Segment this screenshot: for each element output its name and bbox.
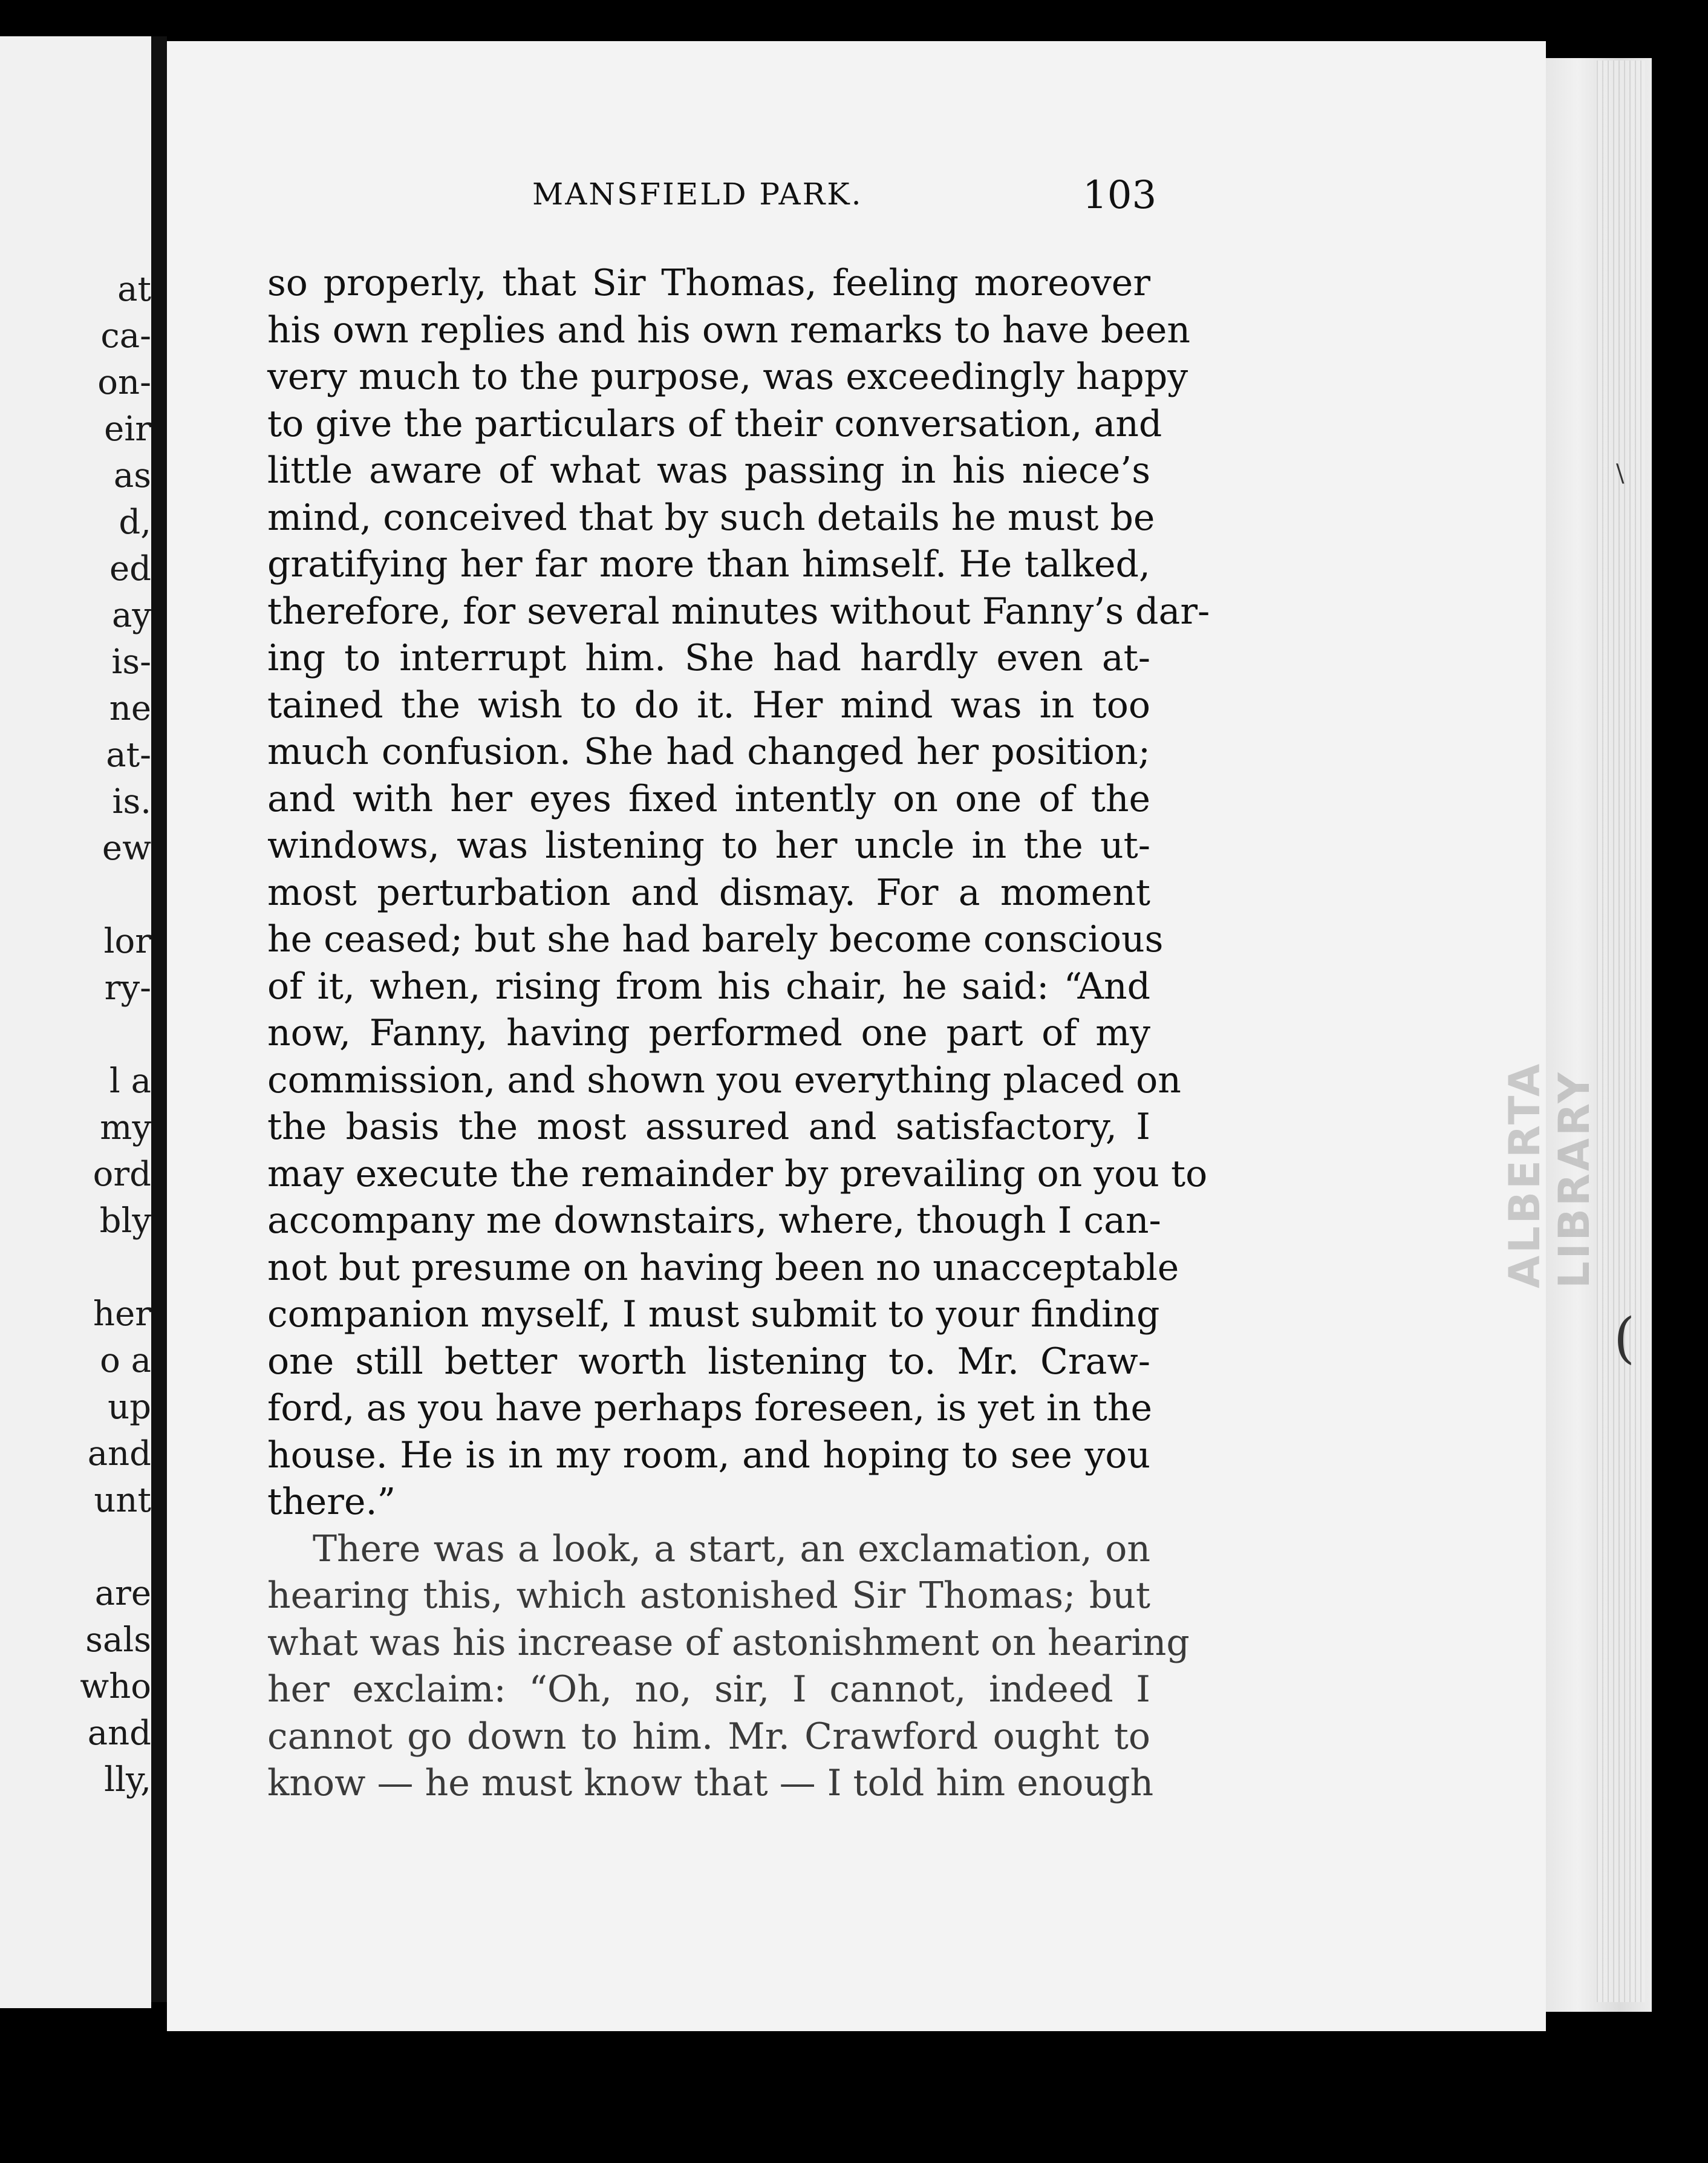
left-fragment: eir	[104, 409, 151, 449]
left-page-fragments	[80, 266, 151, 1803]
text-line: of it, when, rising from his chair, he said: “And	[267, 965, 1150, 1008]
left-fragment: l a	[109, 1062, 151, 1101]
left-fragment: ca-	[100, 316, 151, 356]
left-fragment: is-	[111, 642, 151, 682]
left-fragment: my	[100, 1108, 151, 1147]
left-fragment: ry-	[104, 968, 151, 1008]
left-fragment: up	[108, 1388, 151, 1427]
text-line: accompany me downstairs, where, though I can-	[267, 1199, 1161, 1242]
body-text	[267, 260, 1210, 1807]
text-line: most perturbation and dismay. For a moment	[267, 871, 1150, 914]
text-line: her exclaim: “Oh, no, sir, I cannot, indeed I	[267, 1668, 1150, 1711]
left-fragment	[80, 1011, 151, 1058]
left-fragment: lor	[103, 922, 151, 961]
left-fragment: o a	[100, 1341, 151, 1380]
left-fragment: and	[87, 1714, 151, 1753]
library-stamp: ALBERTA LIBRARY	[1500, 1061, 1599, 1288]
text-line: there.”	[267, 1481, 396, 1523]
left-fragment: ed	[109, 549, 151, 589]
left-fragment: lly,	[104, 1760, 151, 1799]
text-line: There was a look, a start, an exclamation, on	[313, 1527, 1150, 1570]
left-fragment	[80, 1244, 151, 1291]
left-fragment	[80, 1524, 151, 1570]
text-line: his own replies and his own remarks to have been	[267, 308, 1191, 351]
text-line: very much to the purpose, was exceedingly happy	[267, 356, 1188, 398]
left-fragment: d,	[119, 503, 151, 542]
text-line: so properly, that Sir Thomas, feeling moreover	[267, 262, 1150, 304]
text-line: one still better worth listening to. Mr. Craw-	[267, 1340, 1150, 1383]
text-line: hearing this, which astonished Sir Thomas; but	[267, 1574, 1150, 1617]
paragraph-2	[267, 1526, 1190, 1807]
left-fragment: ew	[102, 829, 151, 868]
paragraph-1	[267, 260, 1210, 1526]
text-line: cannot go down to him. Mr. Crawford ought to	[267, 1715, 1150, 1758]
left-fragment: at	[117, 270, 151, 309]
left-fragment: and	[87, 1434, 151, 1473]
text-line: windows, was listening to her uncle in the ut-	[267, 824, 1150, 867]
left-fragment: is.	[112, 782, 151, 821]
text-line: little aware of what was passing in his niece’s	[267, 449, 1150, 492]
left-fragment: ay	[111, 596, 151, 635]
text-line: what was his increase of astonishment on hearing	[267, 1621, 1190, 1664]
text-line: much confusion. She had changed her position;	[267, 731, 1150, 773]
text-line: gratifying her far more than himself. He talked,	[267, 543, 1150, 586]
left-fragment	[80, 872, 151, 918]
text-line: therefore, for several minutes without Fanny’s dar-	[267, 590, 1210, 633]
left-page	[0, 36, 151, 2008]
text-line: ing to interrupt him. She had hardly even at-	[267, 637, 1150, 679]
text-line: may execute the remainder by prevailing on you to	[267, 1152, 1208, 1195]
text-line: ford, as you have perhaps foreseen, is yet in the	[267, 1387, 1153, 1429]
left-fragment: ord	[93, 1155, 151, 1194]
text-line: to give the particulars of their conversation, and	[267, 402, 1162, 445]
left-fragment: at-	[106, 736, 151, 775]
left-fragment: unt	[94, 1481, 151, 1520]
text-line: the basis the most assured and satisfactory, I	[267, 1106, 1150, 1148]
running-title: MANSFIELD PARK.	[532, 177, 863, 212]
book-gutter	[151, 36, 167, 2002]
left-fragment: who	[80, 1667, 151, 1706]
edge-bracket-mark: (	[1614, 1307, 1635, 1370]
text-line: know — he must know that — I told him enough	[267, 1762, 1154, 1804]
text-line: he ceased; but she had barely become conscious	[267, 918, 1164, 961]
left-fragment: her	[93, 1294, 151, 1334]
left-fragment: bly	[99, 1201, 151, 1241]
text-line: tained the wish to do it. Her mind was in too	[267, 683, 1150, 726]
text-line: now, Fanny, having performed one part of my	[267, 1012, 1150, 1054]
page-edge-lines	[1597, 60, 1645, 2002]
text-line: mind, conceived that by such details he must be	[267, 496, 1155, 539]
running-head	[0, 173, 1708, 225]
left-fragment: ne	[109, 689, 151, 728]
left-fragment: are	[94, 1574, 151, 1613]
left-fragment: as	[113, 456, 151, 495]
text-line: companion myself, I must submit to your finding	[267, 1293, 1160, 1336]
text-line: not but presume on having been no unacceptable	[267, 1246, 1179, 1289]
left-fragment: on-	[97, 363, 151, 402]
page-number: 103	[1083, 173, 1157, 218]
text-line: and with her eyes fixed intently on one of the	[267, 777, 1150, 820]
left-fragment: sals	[85, 1620, 151, 1660]
text-line: house. He is in my room, and hoping to see you	[267, 1434, 1150, 1476]
text-line: commission, and shown you everything placed on	[267, 1059, 1181, 1101]
margin-mark: \	[1616, 460, 1625, 488]
